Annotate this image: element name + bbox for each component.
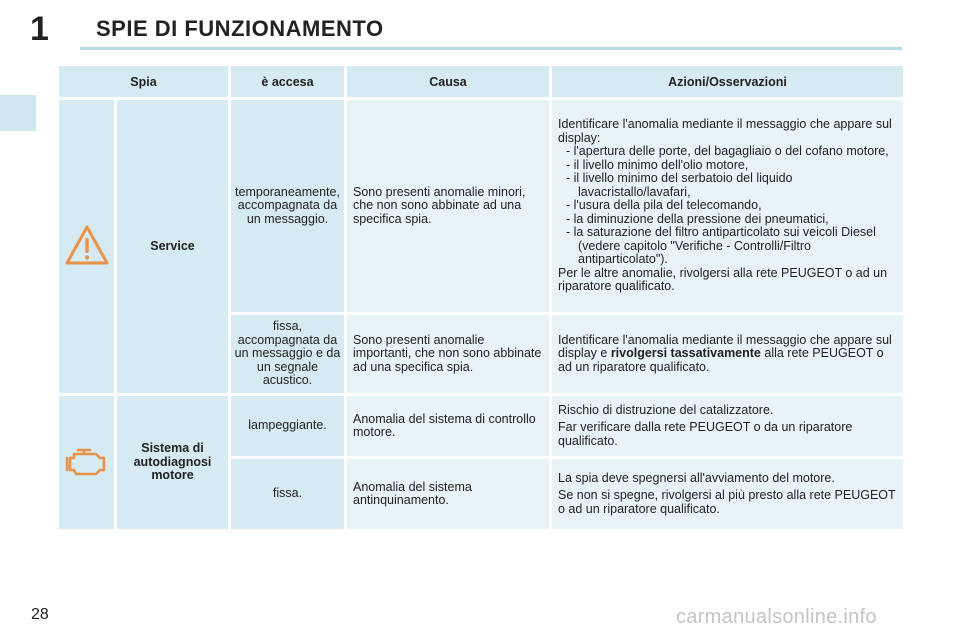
column-header-azioni: Azioni/Osservazioni	[552, 66, 903, 97]
watermark: carmanualsonline.info	[676, 606, 877, 628]
warning-triangle-icon	[64, 224, 110, 266]
action-emphasis: rivolgersi tassativamente	[610, 346, 761, 361]
action-text: alla rete PEUGEOT o ad un riparatore qualificato.	[558, 346, 884, 374]
engine-check-icon	[65, 444, 109, 478]
engine-light-name: Sistema di autodiagnosi motore	[117, 396, 228, 529]
action-paragraph: Far verificare dalla rete PEUGEOT o da un riparatore qualificato.	[558, 420, 853, 448]
table-row	[59, 100, 903, 312]
list-item: - l'apertura delle porte, del bagagliaio o del cofano motore,	[558, 145, 897, 159]
column-header-causa: Causa	[347, 66, 549, 97]
engine-state-flashing: lampeggiante.	[231, 396, 344, 456]
table-header-row	[59, 66, 903, 97]
service-state-temporary: temporaneamente, accompagnata da un messaggio.	[231, 100, 344, 312]
page-number: 28	[31, 606, 49, 623]
table-row	[59, 396, 903, 456]
engine-cause-control: Anomalia del sistema di controllo motore.	[347, 396, 549, 456]
action-paragraph: Rischio di distruzione del catalizzatore.	[558, 402, 774, 417]
action-paragraph: La spia deve spegnersi all'avviamento del motore.	[558, 470, 835, 485]
service-light-name: Service	[117, 100, 228, 393]
service-state-fixed: fissa, accompagnata da un messaggio e da un segnale acustico.	[231, 315, 344, 393]
engine-icon-cell	[59, 396, 114, 529]
list-item: - il livello minimo del serbatoio del liquido lavacristallo/lavafari,	[558, 172, 897, 199]
service-cause-major: Sono presenti anomalie importanti, che non sono abbinate ad una specifica spia.	[347, 315, 549, 393]
service-icon-cell	[59, 100, 114, 393]
engine-cause-emissions: Anomalia del sistema antinquinamento.	[347, 459, 549, 529]
engine-state-fixed: fissa.	[231, 459, 344, 529]
list-item: - la diminuzione della pressione dei pneumatici,	[558, 213, 897, 227]
action-intro: Identificare l'anomalia mediante il messaggio che appare sul display:	[558, 117, 892, 145]
column-header-spia: Spia	[59, 66, 228, 97]
action-paragraph: Se non si spegne, rivolgersi al più presto alla rete PEUGEOT o ad un riparatore qualificato.	[558, 488, 896, 516]
title-divider	[80, 47, 902, 50]
action-text: Identificare l'anomalia mediante il messaggio che appare sul display e	[558, 332, 892, 361]
engine-actions-fixed	[552, 459, 903, 529]
list-item: - il livello minimo dell'olio motore,	[558, 159, 897, 173]
service-cause-minor: Sono presenti anomalie minori, che non sono abbinate ad una specifica spia.	[347, 100, 549, 312]
action-outro: Per le altre anomalie, rivolgersi alla rete PEUGEOT o ad un riparatore qualificato.	[558, 265, 888, 294]
warning-lights-table	[56, 63, 906, 532]
chapter-tab-marker	[0, 95, 36, 131]
page-title: SPIE DI FUNZIONAMENTO	[96, 16, 384, 41]
chapter-number: 1	[30, 10, 49, 48]
list-item: - l'usura della pila del telecomando,	[558, 199, 897, 213]
service-actions-major	[552, 315, 903, 393]
list-item: - la saturazione del filtro antiparticolato sui veicoli Diesel (vedere capitolo "Verifiche - Controlli/Filtro antiparticolato").	[558, 226, 897, 267]
service-actions-minor	[552, 100, 903, 312]
engine-actions-flashing	[552, 396, 903, 456]
column-header-accesa: è accesa	[231, 66, 344, 97]
